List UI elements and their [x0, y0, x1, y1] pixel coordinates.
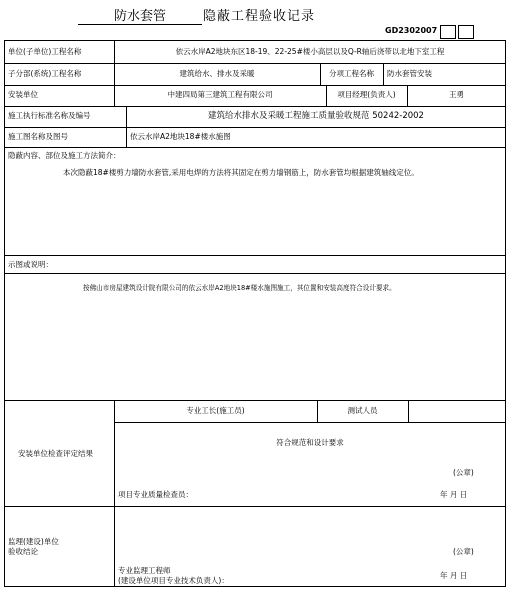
engineer-label-1: 专业监理工程师	[118, 566, 171, 575]
form-frame	[4, 40, 506, 587]
engineer-label-2: (建设单位项目专业技术负责人)：	[118, 576, 229, 585]
unit-project-label: 单位(子单位)工程名称	[8, 47, 82, 56]
subdivision-value[interactable]: 建筑给水、排水及采暖	[179, 69, 255, 78]
divider	[408, 400, 409, 422]
install-unit-value[interactable]: 中建四局第三建筑工程有限公司	[167, 90, 273, 99]
supervision-seal: (公章)	[453, 547, 474, 556]
item-value[interactable]: 防水套管安装	[387, 69, 432, 78]
supervision-label-2: 验收结论	[8, 547, 38, 556]
tester-label: 测试人员	[347, 406, 378, 415]
install-unit-label: 安装单位	[8, 90, 38, 99]
divider	[4, 147, 506, 148]
divider	[114, 422, 506, 423]
code-box-2[interactable]	[458, 25, 474, 39]
supervision-label-1: 监理(建设)单位	[8, 537, 59, 546]
quality-inspector-label: 项目专业质量检查员：	[118, 490, 193, 499]
page-title: 隐蔽工程验收记录	[203, 9, 316, 24]
item-label: 分项工程名称	[329, 69, 374, 78]
manager-value[interactable]: 王勇	[449, 90, 464, 99]
subdivision-label: 子分部(系统)工程名称	[8, 69, 82, 78]
divider	[4, 63, 506, 64]
divider	[4, 127, 506, 128]
divider	[4, 506, 506, 507]
divider	[4, 106, 506, 107]
inspection-date[interactable]: 年 月 日	[440, 490, 468, 499]
standard-label: 施工执行标准名称及编号	[8, 111, 91, 120]
content-text[interactable]: 本次隐蔽18#楼剪力墙防水套管,采用电焊的方法将其固定在剪力墙钢筋上，防水套管均根据建筑轴线定位。	[63, 168, 419, 177]
drawing-label: 施工图名称及图号	[8, 132, 68, 141]
unit-project-value[interactable]: 依云水岸A2地块东区18-19、22-25#楼小高层以及Q-R轴后浇带以北地下室工程	[175, 47, 445, 56]
install-inspection-label: 安装单位检查评定结果	[18, 449, 93, 458]
divider	[114, 400, 115, 587]
divider	[4, 273, 506, 274]
divider	[4, 400, 506, 401]
inspection-seal: (公章)	[453, 468, 474, 477]
divider	[4, 85, 506, 86]
supervision-date[interactable]: 年 月 日	[440, 571, 468, 580]
content-label: 隐蔽内容、部位及施工方法简介：	[8, 151, 121, 160]
foreman-label: 专业工长(施工员)	[186, 406, 245, 415]
diagram-text[interactable]: 按佛山市房屋建筑设计院有限公司的依云水岸A2地块18#楼水施图施工，其位置和安装高度符合设计要求。	[83, 284, 396, 292]
form-code: GD2302007	[385, 26, 438, 35]
title-prefix: 防水套管	[113, 9, 166, 24]
divider	[4, 255, 506, 256]
divider	[383, 63, 384, 85]
code-box-1[interactable]	[440, 25, 456, 39]
drawing-value[interactable]: 依云水岸A2地块18#楼水施图	[130, 132, 231, 141]
inspection-result[interactable]: 符合规范和设计要求	[276, 438, 344, 447]
standard-value[interactable]: 建筑给水排水及采暖工程施工质量验收规范 50242-2002	[208, 111, 424, 121]
manager-label: 项目经理(负责人)	[337, 90, 396, 99]
diagram-label: 示图或说明：	[8, 260, 53, 269]
